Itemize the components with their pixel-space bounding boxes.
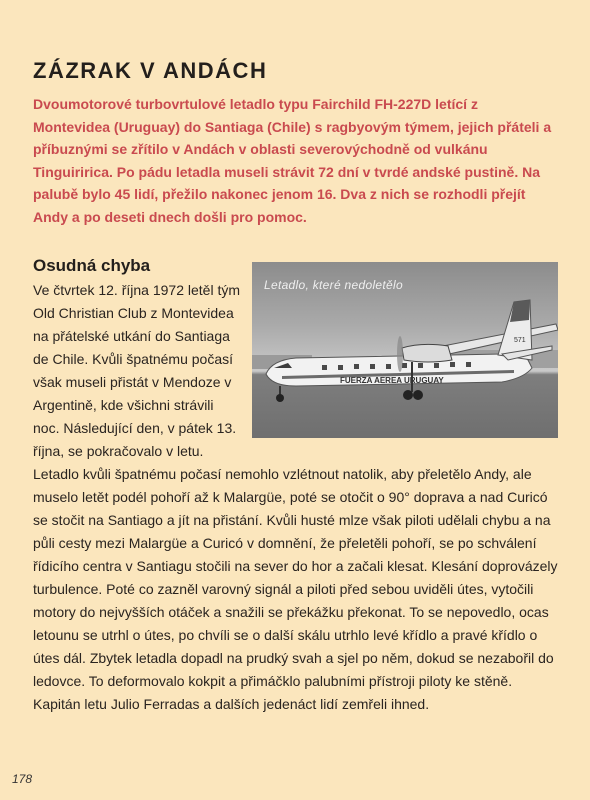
fuselage-marking: FUERZA AEREA URUGUAY (340, 376, 444, 385)
page-number: 178 (12, 772, 33, 786)
lead-paragraph: Dvoumotorové turbovrtulové letadlo typu Fairchild FH-227D letící z Montevidea (Uruguay) do Santiaga (Chile) s ragbyovým týmem, jejich přáteli a příbuznými se zřítilo v Andách v oblasti severovýchodně od vulkánu Tinguiririca. Po pádu letadla museli strávit 72 dní v tvrdé andské pustině. Na palubě bylo 45 lidí, přežilo nakonec jenom 16. Dva z nich se rozhodli přejít Andy a po deseti dnech došli pro pomoc. (33, 96, 552, 225)
tail-number: 571 (514, 337, 526, 344)
section-heading: Osudná chyba (33, 256, 151, 275)
page-title: ZÁZRAK V ANDÁCH (33, 58, 268, 83)
image-caption: Letadlo, které nedoletělo (264, 278, 403, 292)
airplane-photo (252, 262, 558, 438)
article-body (33, 279, 558, 716)
article-text: Ve čtvrtek 12. října 1972 letěl tým Old Christian Club z Montevidea na přátelské utkání do Santiaga de Chile. Kvůli špatnému počasí však museli přistát v Mendoze v Argentině, kde všichni strávili noc. Následující den, v pátek 13. října, se pokračovalo v letu. Letadlo kvůli špatnému počasí nemohlo vzlétnout natolik, aby přeletělo Andy, ale muselo letět podél pohoří až k Malargüe, poté se otočit o 90° doprava a nad Curicó se stočit na Santiago a jít na přistání. Kvůli husté mlze však piloti udělali chybu a na půli cesty mezi Malargüe a Curicó v domnění, že přeletěli pohoří, se po schválení řídicího centra v Santiagu stočili na sever do hor a začali klesat. Klesání doprovázely turbulence. Poté co zazněl varovný signál a piloti před sebou uviděli útes, vytočili motory do nejvyšších otáček a snažili se překážku překonat. To se nepovedlo, ocas letounu se utrhl o útes, po chvíli se o další skálu utrhlo levé křídlo a pravé křídlo o útes dál. Zbytek letadla dopadl na prudký svah a sjel po něm, dokud se nezabořil do ledovce. To deformovalo kokpit a přimáčklo palubními přístroji piloty ke stěně. Kapitán letu Julio Ferradas a dalších jedenáct lidí zemřeli ihned. (33, 282, 558, 712)
photo-frame (252, 262, 558, 438)
